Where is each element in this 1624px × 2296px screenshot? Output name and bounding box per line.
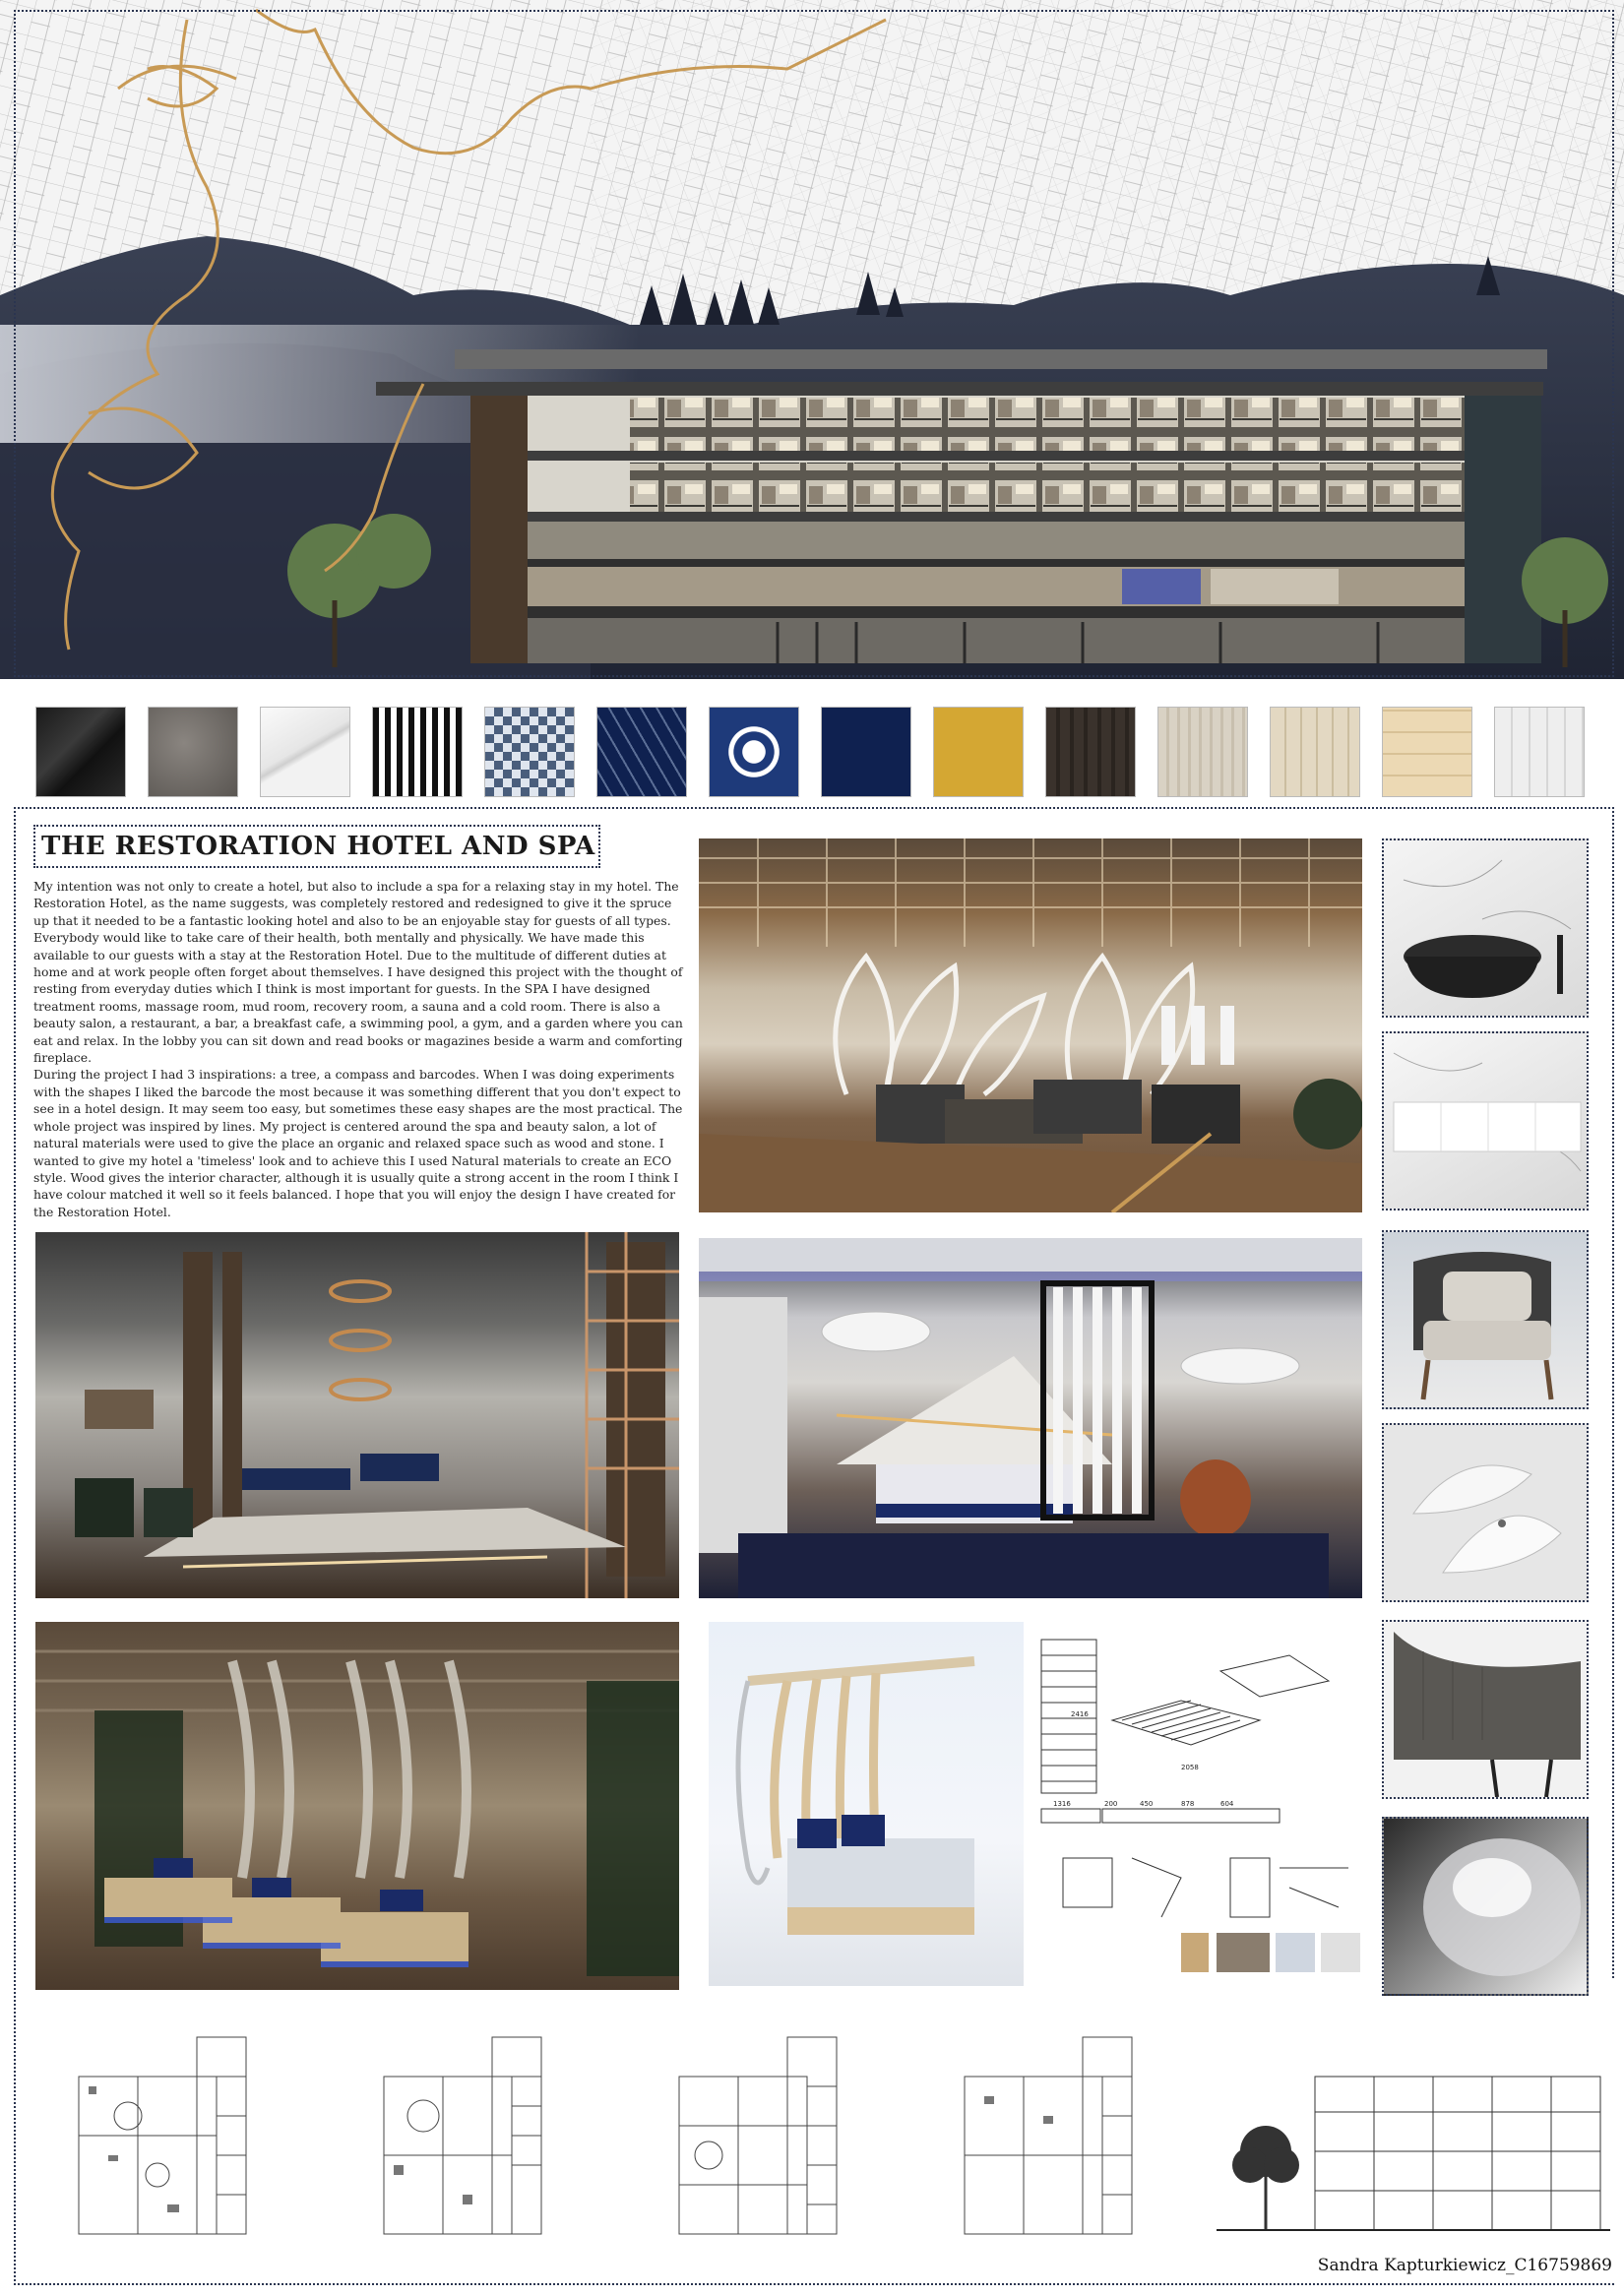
joinery-drawings-svg	[1033, 1622, 1368, 1986]
spa-reception-svg	[699, 838, 1362, 1212]
floor-plan-third	[925, 2017, 1171, 2254]
floor-plan-ground	[39, 2017, 285, 2254]
hero-section-illustration	[0, 0, 1624, 679]
swatch-navy-geometric	[596, 707, 687, 797]
description-paragraph-1: My intention was not only to create a hotel, but also to include a spa for a relaxing stay in my hotel. The Restoration Hotel, as the name suggests, was completely restored and redesigned to give it the spruce up that it needed to be a fantastic looking hotel and also to be an enjoyable stay for guests of all types. Everybody would like to take care of their health, both mentally and physically. We have made this available to our guests with a stay at the Restoration Hotel. Due to the multitude of different duties at home and at work people often forget about themselves. I have designed this project with the thought of resting from everyday duties which I think is most important for guests. In the SPA I have designed treatment rooms, massage room, mud room, recovery room, a sauna and a cold room. There is also a beauty salon, a restaurant, a bar, a breakfast cafe, a swimming pool, a gym, and a garden where you can eat and relax. In the lobby you can sit down and read books or magazines beside a warm and comforting fireplace.	[33, 879, 683, 1066]
swatch-black-stripes	[372, 707, 463, 797]
swatch-pine-planks	[1382, 707, 1472, 797]
swatch-whitewash-wood	[1494, 707, 1585, 797]
lobby-render	[35, 1232, 679, 1598]
description-paragraph-2: During the project I had 3 inspirations: a tree, a compass and barcodes. When I was doing experiments with the shapes I liked the barcode the most because it was something different that you don't expect to see in a hotel design. It may seem too easy, but sometimes these easy shapes are the most practical. The whole project was inspired by lines. My project is centered around the spa and beauty salon, a lot of natural materials were used to give the place an organic and relaxed space such as wood and stone. I wanted to give my hotel a 'timeless' look and to achieve this I used Natural materials to create an ECO style. Wood gives the interior character, although it is usually quite a strong accent in the room I think I have colour matched it well so it feels balanced. I hope that you will enjoy the design I have created for the Restoration Hotel.	[33, 1067, 683, 1219]
poster-title: THE RESTORATION HOTEL AND SPA	[33, 825, 600, 868]
bedroom-render	[699, 1238, 1362, 1598]
pendant-light-svg	[1384, 1425, 1587, 1600]
author-signature: Sandra Kapturkiewicz_C16759869	[1317, 2256, 1612, 2275]
thumb-leather-armchair	[1382, 1620, 1589, 1799]
swatch-dark-wood	[1045, 707, 1136, 797]
vanity-svg	[1384, 1033, 1587, 1209]
dim-label-d: 878	[1181, 1800, 1195, 1808]
bathtub-svg	[1384, 840, 1587, 1016]
floor-plan-ground-svg	[39, 2017, 285, 2254]
joinery-technical-drawings	[1033, 1622, 1368, 1986]
swatch-white-marble	[260, 707, 350, 797]
thumb-lounge-chair	[1382, 1230, 1589, 1409]
swatch-navy-solid	[821, 707, 911, 797]
thumb-vanity-unit	[1382, 1031, 1589, 1210]
dim-label-a: 1316	[1053, 1800, 1071, 1808]
hero-frame	[14, 10, 1614, 677]
swatch-parquet-wood	[1270, 707, 1360, 797]
lounge-chair-svg	[1384, 1232, 1587, 1407]
floor-plan-first-svg	[335, 2017, 581, 2254]
thumb-glass-pendant	[1382, 1817, 1589, 1996]
canopy-bed-render	[709, 1622, 1024, 1986]
section-divider	[14, 807, 1614, 809]
spa-reception-render	[699, 838, 1362, 1212]
section-elevation-drawing	[1217, 2063, 1610, 2250]
dim-label-width: 2058	[1181, 1764, 1199, 1771]
dim-label-height: 2416	[1071, 1710, 1089, 1718]
canopy-bed-svg	[709, 1622, 1024, 1986]
swatch-light-wood	[1157, 707, 1248, 797]
project-description	[33, 878, 683, 1220]
swatch-navy-ornament-tile	[709, 707, 799, 797]
swatch-mustard-fabric	[933, 707, 1024, 797]
dim-label-e: 604	[1220, 1800, 1234, 1808]
lobby-svg	[35, 1232, 679, 1598]
thumb-freestanding-bathtub	[1382, 838, 1589, 1018]
floor-plan-second-svg	[630, 2017, 876, 2254]
relaxation-room-render	[35, 1622, 679, 1990]
thumb-pendant-light	[1382, 1423, 1589, 1602]
left-frame-line	[14, 807, 16, 2285]
dim-label-c: 450	[1140, 1800, 1154, 1808]
right-frame-line	[1612, 807, 1614, 1978]
floor-plan-third-svg	[925, 2017, 1171, 2254]
bedroom-svg	[699, 1238, 1362, 1598]
dim-label-b: 200	[1104, 1800, 1118, 1808]
floor-plan-second	[630, 2017, 876, 2254]
swatch-blue-tile-pattern	[484, 707, 575, 797]
floor-plan-first	[335, 2017, 581, 2254]
armchair-svg	[1384, 1622, 1587, 1797]
glass-pendant-svg	[1384, 1819, 1587, 1994]
section-elevation-svg	[1217, 2063, 1610, 2250]
relaxation-room-svg	[35, 1622, 679, 1990]
swatch-grey-concrete	[148, 707, 238, 797]
swatch-black-marble	[35, 707, 126, 797]
